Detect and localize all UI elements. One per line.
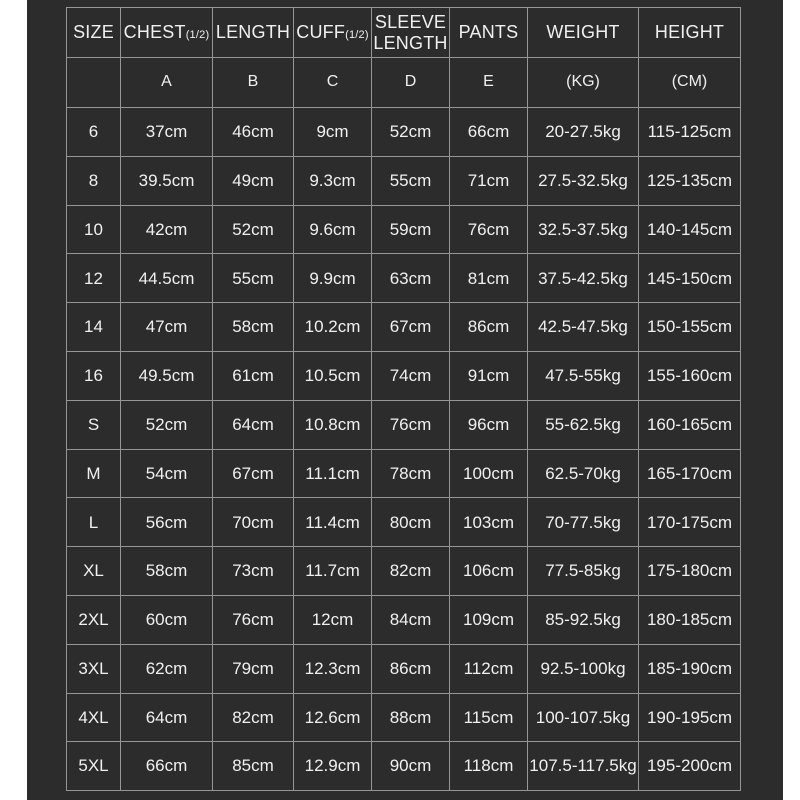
table-row [67,644,741,693]
value-cell: 64cm [121,693,213,742]
value-cell: 55cm [372,156,450,205]
value-cell: 82cm [372,547,450,596]
value-cell: 42.5-47.5kg [528,303,639,352]
value-cell: 66cm [450,108,528,157]
value-cell: 9.9cm [294,254,372,303]
column-subheader: B [213,58,294,108]
value-cell: 55-62.5kg [528,400,639,449]
value-cell: 175-180cm [639,547,741,596]
size-cell: 5XL [67,742,121,791]
value-cell: 170-175cm [639,498,741,547]
table-row [67,693,741,742]
size-cell: S [67,400,121,449]
value-cell: 62cm [121,644,213,693]
value-cell: 74cm [372,351,450,400]
value-cell: 140-145cm [639,205,741,254]
value-cell: 71cm [450,156,528,205]
value-cell: 67cm [372,303,450,352]
value-cell: 81cm [450,254,528,303]
column-header-label: SLEEVE LENGTH [373,11,448,53]
value-cell: 86cm [450,303,528,352]
column-subheader: A [121,58,213,108]
size-cell: 8 [67,156,121,205]
value-cell: 60cm [121,595,213,644]
table-body [67,108,741,791]
value-cell: 58cm [121,547,213,596]
value-cell: 67cm [213,449,294,498]
value-cell: 52cm [372,108,450,157]
value-cell: 90cm [372,742,450,791]
value-cell: 103cm [450,498,528,547]
value-cell: 180-185cm [639,595,741,644]
value-cell: 66cm [121,742,213,791]
value-cell: 47cm [121,303,213,352]
size-cell: 14 [67,303,121,352]
value-cell: 195-200cm [639,742,741,791]
value-cell: 20-27.5kg [528,108,639,157]
table-row [67,595,741,644]
size-cell: M [67,449,121,498]
table-row [67,449,741,498]
value-cell: 46cm [213,108,294,157]
value-cell: 109cm [450,595,528,644]
value-cell: 85cm [213,742,294,791]
value-cell: 9.3cm [294,156,372,205]
value-cell: 39.5cm [121,156,213,205]
value-cell: 32.5-37.5kg [528,205,639,254]
value-cell: 80cm [372,498,450,547]
table-row [67,156,741,205]
column-header [450,8,528,58]
value-cell: 100-107.5kg [528,693,639,742]
value-cell: 55cm [213,254,294,303]
value-cell: 107.5-117.5kg [528,742,639,791]
value-cell: 10.5cm [294,351,372,400]
value-cell: 125-135cm [639,156,741,205]
table-row [67,742,741,791]
table-row [67,254,741,303]
value-cell: 155-160cm [639,351,741,400]
value-cell: 165-170cm [639,449,741,498]
column-header [528,8,639,58]
table-row [67,400,741,449]
value-cell: 115-125cm [639,108,741,157]
size-cell: 10 [67,205,121,254]
header-row-sub [67,58,741,108]
column-header-label: SIZE [73,22,114,43]
value-cell: 52cm [213,205,294,254]
size-cell: 2XL [67,595,121,644]
column-header [639,8,741,58]
table-row [67,205,741,254]
value-cell: 112cm [450,644,528,693]
value-cell: 27.5-32.5kg [528,156,639,205]
value-cell: 77.5-85kg [528,547,639,596]
value-cell: 92.5-100kg [528,644,639,693]
value-cell: 118cm [450,742,528,791]
value-cell: 82cm [213,693,294,742]
value-cell: 63cm [372,254,450,303]
value-cell: 100cm [450,449,528,498]
value-cell: 12.9cm [294,742,372,791]
value-cell: 76cm [372,400,450,449]
size-cell: 3XL [67,644,121,693]
value-cell: 91cm [450,351,528,400]
column-header [372,8,450,58]
value-cell: 70-77.5kg [528,498,639,547]
value-cell: 145-150cm [639,254,741,303]
table-row [67,351,741,400]
column-header-fraction: (1/2) [185,29,210,42]
dark-panel [27,0,783,800]
value-cell: 10.2cm [294,303,372,352]
table-row [67,547,741,596]
value-cell: 160-165cm [639,400,741,449]
value-cell: 96cm [450,400,528,449]
value-cell: 10.8cm [294,400,372,449]
value-cell: 115cm [450,693,528,742]
value-cell: 12.3cm [294,644,372,693]
column-header [67,8,121,58]
table-row [67,498,741,547]
value-cell: 62.5-70kg [528,449,639,498]
size-cell: XL [67,547,121,596]
value-cell: 70cm [213,498,294,547]
value-cell: 85-92.5kg [528,595,639,644]
value-cell: 84cm [372,595,450,644]
value-cell: 76cm [450,205,528,254]
value-cell: 73cm [213,547,294,596]
size-chart-table [66,7,741,791]
size-cell: 4XL [67,693,121,742]
value-cell: 54cm [121,449,213,498]
value-cell: 49.5cm [121,351,213,400]
value-cell: 9cm [294,108,372,157]
column-header [213,8,294,58]
column-header-label: CUFF [296,22,346,43]
value-cell: 79cm [213,644,294,693]
value-cell: 150-155cm [639,303,741,352]
value-cell: 11.7cm [294,547,372,596]
value-cell: 106cm [450,547,528,596]
value-cell: 11.1cm [294,449,372,498]
value-cell: 11.4cm [294,498,372,547]
value-cell: 78cm [372,449,450,498]
column-header-label: CHEST [123,22,186,43]
value-cell: 190-195cm [639,693,741,742]
column-header [294,8,372,58]
value-cell: 58cm [213,303,294,352]
value-cell: 76cm [213,595,294,644]
size-cell: 12 [67,254,121,303]
value-cell: 56cm [121,498,213,547]
value-cell: 59cm [372,205,450,254]
value-cell: 44.5cm [121,254,213,303]
value-cell: 37.5-42.5kg [528,254,639,303]
table-row [67,108,741,157]
column-subheader: D [372,58,450,108]
value-cell: 37cm [121,108,213,157]
value-cell: 64cm [213,400,294,449]
header-row-main [67,8,741,58]
value-cell: 47.5-55kg [528,351,639,400]
value-cell: 12.6cm [294,693,372,742]
size-cell: L [67,498,121,547]
column-header-label: LENGTH [215,22,291,43]
column-subheader: (CM) [639,58,741,108]
column-header-fraction: (1/2) [345,29,369,42]
column-header-label: WEIGHT [546,22,620,43]
column-subheader: C [294,58,372,108]
column-header [121,8,213,58]
column-header-label: PANTS [458,22,519,43]
value-cell: 52cm [121,400,213,449]
value-cell: 61cm [213,351,294,400]
value-cell: 12cm [294,595,372,644]
value-cell: 9.6cm [294,205,372,254]
column-subheader: (KG) [528,58,639,108]
column-subheader [67,58,121,108]
value-cell: 86cm [372,644,450,693]
value-cell: 185-190cm [639,644,741,693]
size-cell: 6 [67,108,121,157]
value-cell: 88cm [372,693,450,742]
table-row [67,303,741,352]
size-cell: 16 [67,351,121,400]
column-header-label: HEIGHT [654,22,725,43]
value-cell: 49cm [213,156,294,205]
value-cell: 42cm [121,205,213,254]
column-subheader: E [450,58,528,108]
